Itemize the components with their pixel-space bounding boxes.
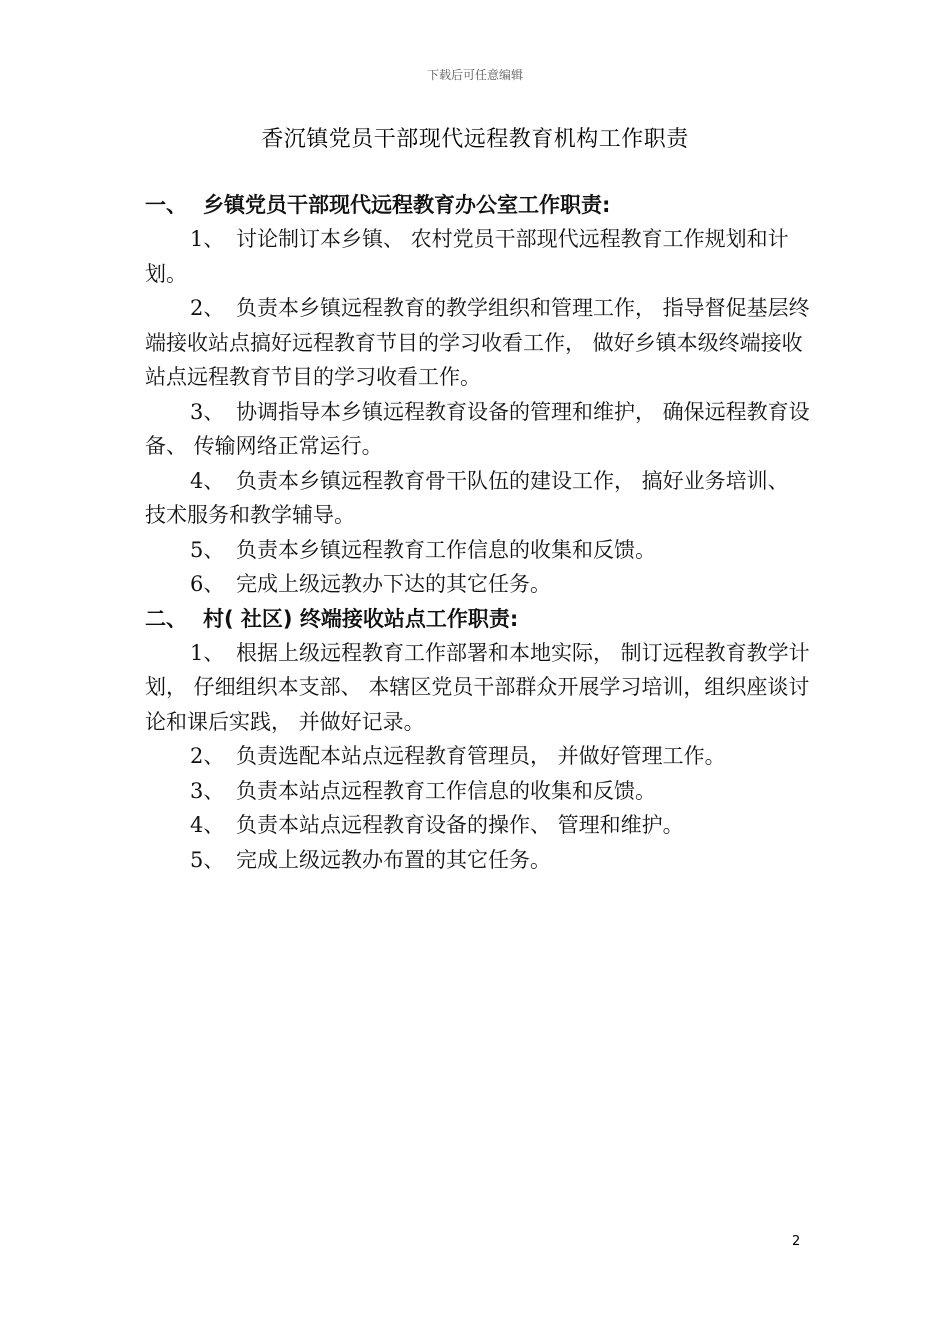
- list-item: [145, 291, 815, 395]
- item-text: 完成上级远教办布置的其它任务。: [236, 847, 551, 872]
- item-index: 5、: [190, 537, 225, 562]
- item-index: 1、: [190, 640, 225, 665]
- item-index: 4、: [190, 813, 225, 837]
- item-text: 讨论制订本乡镇、 农村党员干部现代远程教育工作规划和计划。: [145, 227, 789, 286]
- list-item: [145, 464, 815, 533]
- item-text: 根据上级远程教育工作部署和本地实际， 制订远程教育教学计划， 仔细组织本支部、 本辖区党员干部群众开展学习培训，组织座谈讨论和课后实践， 并做好记录。: [145, 640, 810, 734]
- item-text: 负责本站点远程教育工作信息的收集和反馈。: [236, 778, 656, 803]
- item-text: 负责本乡镇远程教育骨干队伍的建设工作， 搞好业务培训、 技术服务和教学辅导。: [145, 468, 789, 527]
- item-text: 负责本站点远程教育设备的操作、 管理和维护。: [236, 813, 684, 837]
- list-item: [145, 567, 815, 602]
- item-index: 1、: [190, 227, 225, 251]
- page-number: 2: [792, 1234, 801, 1249]
- section-2: [145, 602, 815, 878]
- list-item: [145, 533, 815, 568]
- item-index: 3、: [190, 399, 225, 424]
- list-item: [145, 808, 815, 843]
- section-number: 二、: [145, 606, 187, 631]
- download-watermark: 下载后可任意编辑: [426, 68, 523, 82]
- item-text: 协调指导本乡镇远程教育设备的管理和维护， 确保远程教育设备、 传输网络正常运行。: [145, 399, 810, 458]
- list-item: [145, 774, 815, 809]
- list-item: [145, 739, 815, 774]
- list-item: [145, 636, 815, 740]
- item-index: 2、: [190, 296, 225, 320]
- item-index: 4、: [190, 468, 225, 493]
- document-title: 香沉镇党员干部现代远程教育机构工作职责: [261, 127, 689, 152]
- item-index: 2、: [190, 744, 225, 768]
- item-index: 5、: [190, 847, 225, 872]
- list-item: [145, 843, 815, 878]
- section-number: 一、: [145, 193, 187, 217]
- item-index: 3、: [190, 778, 225, 803]
- section-heading-text: 村( 社区) 终端接收站点工作职责:: [203, 606, 519, 631]
- item-text: 负责本乡镇远程教育工作信息的收集和反馈。: [236, 537, 656, 562]
- item-index: 6、: [190, 572, 225, 596]
- list-item: [145, 395, 815, 464]
- section-heading-text: 乡镇党员干部现代远程教育办公室工作职责:: [203, 193, 611, 217]
- item-text: 负责本乡镇远程教育的教学组织和管理工作， 指导督促基层终端接收站点搞好远程教育节目的学习收看工作， 做好乡镇本级终端接收站点远程教育节目的学习收看工作。: [145, 296, 810, 389]
- section-heading: [145, 188, 815, 222]
- list-item: [145, 222, 815, 291]
- item-text: 完成上级远教办下达的其它任务。: [236, 572, 551, 596]
- item-text: 负责选配本站点远程教育管理员， 并做好管理工作。: [236, 744, 726, 768]
- document-body: [145, 188, 815, 877]
- section-1: [145, 188, 815, 602]
- section-heading: [145, 602, 815, 636]
